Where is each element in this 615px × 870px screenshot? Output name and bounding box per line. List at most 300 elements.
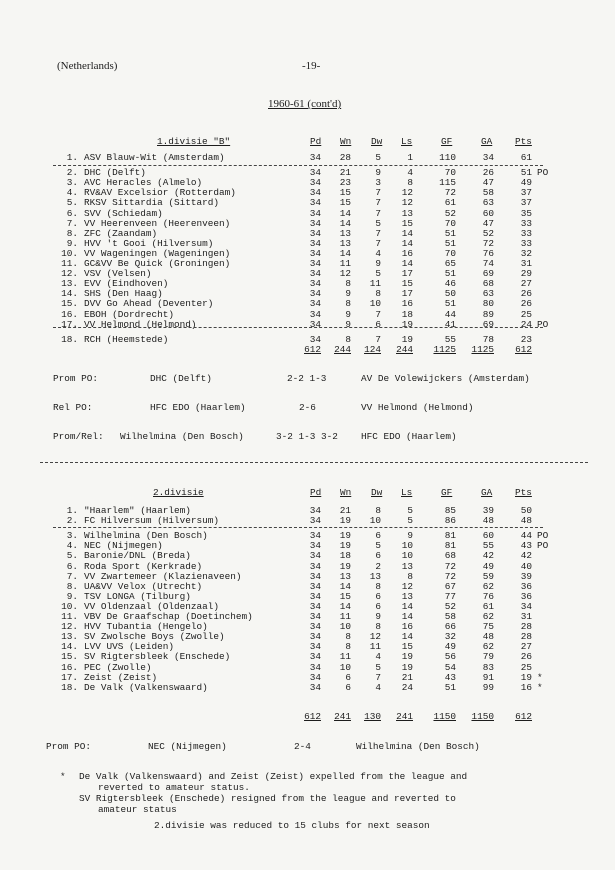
cell-ls: 5: [407, 505, 413, 516]
cell-gf: 77: [444, 590, 456, 602]
cell-dw: 3: [375, 177, 381, 189]
cell-gf: 54: [444, 661, 456, 673]
team-name: VV Wageningen (Wageningen): [84, 247, 231, 259]
cell-ls: 12: [401, 187, 413, 199]
cell-ls: 4: [407, 167, 413, 179]
cell-wn: 14: [339, 247, 351, 259]
cell-pts: 23: [520, 333, 532, 345]
team-name: SV Zwolsche Boys (Zwolle): [84, 631, 225, 643]
position: 18.: [61, 333, 78, 345]
position: 16.: [61, 308, 78, 320]
cell-dw: 11: [369, 641, 381, 653]
cell-pd: 34: [309, 661, 321, 673]
cell-wn: 12: [339, 268, 351, 280]
cell-pts: 44: [520, 530, 532, 542]
cell-ls: 10: [401, 550, 413, 562]
total-pts: 612: [515, 344, 532, 355]
cell-ls: 19: [401, 661, 413, 673]
cell-ls: 16: [401, 247, 413, 259]
position: 9.: [66, 237, 78, 249]
cell-ga: 80: [482, 298, 494, 310]
cell-wn: 19: [339, 560, 351, 572]
rel-po-score: 2-6: [299, 402, 316, 413]
cell-dw: 7: [375, 207, 381, 219]
cell-gf: 70: [444, 167, 456, 179]
cell-ls: 14: [401, 227, 413, 239]
cell-pts: 35: [520, 207, 532, 219]
team-name: VV Zwartemeer (Klazienaveen): [84, 570, 242, 582]
cell-gf: 81: [444, 530, 456, 542]
team-name: RKSV Sittardia (Sittard): [84, 197, 220, 209]
cell-pd: 34: [309, 308, 321, 320]
cell-ls: 10: [401, 540, 413, 552]
position: 17.: [61, 671, 78, 683]
cell-ga: 62: [482, 611, 494, 622]
cell-gf: 52: [444, 207, 456, 219]
column-header-pd: Pd: [310, 136, 322, 147]
cell-pts: 34: [520, 600, 532, 612]
row-note: PO: [537, 167, 549, 179]
team-name: DHC (Delft): [84, 167, 146, 179]
position: 4.: [66, 187, 78, 199]
cell-wn: 8: [345, 278, 351, 290]
cell-pd: 34: [309, 152, 321, 163]
cell-ga: 59: [482, 570, 494, 582]
column-header-ls: Ls: [401, 136, 413, 147]
cell-pts: 28: [520, 631, 532, 643]
cell-ga: 49: [482, 560, 494, 572]
cell-pts: 36: [520, 580, 532, 592]
cell-dw: 9: [375, 611, 381, 622]
cell-gf: 51: [444, 681, 456, 693]
team-name: ZFC (Zaandam): [84, 227, 158, 239]
cell-pts: 43: [520, 540, 532, 552]
cell-ga: 26: [482, 167, 494, 179]
total-pts: 612: [515, 711, 532, 722]
cell-dw: 5: [375, 661, 381, 673]
cell-wn: 14: [339, 600, 351, 612]
footnote-line-1: De Valk (Valkenswaard) and Zeist (Zeist) expelled from the league and: [79, 771, 468, 782]
table-row: [0, 652, 615, 662]
cell-wn: 18: [339, 550, 351, 562]
cell-dw: 11: [369, 278, 381, 290]
position: 7.: [66, 217, 78, 229]
cell-gf: 72: [444, 187, 456, 199]
team-name: VV Helmond (Helmond): [84, 318, 197, 330]
cell-pts: 61: [520, 152, 532, 163]
column-header-gf: GF: [441, 136, 453, 147]
position: 10.: [61, 600, 78, 612]
cell-pd: 34: [309, 333, 321, 345]
cell-wn: 21: [339, 167, 351, 179]
table-title: 2.divisie: [153, 487, 204, 498]
cell-dw: 6: [375, 318, 381, 330]
cell-gf: 32: [444, 631, 456, 643]
cell-gf: 68: [444, 550, 456, 562]
promrel-score: 3-2 1-3 3-2: [276, 431, 338, 442]
cell-pts: 25: [520, 661, 532, 673]
cell-dw: 6: [375, 550, 381, 562]
cell-pts: 37: [520, 197, 532, 209]
cell-gf: 72: [444, 560, 456, 572]
position: 16.: [61, 661, 78, 673]
table-row: [0, 209, 615, 219]
cell-pts: 51: [520, 167, 532, 179]
position: 3.: [66, 177, 78, 189]
team-name: UA&VV Velox (Utrecht): [84, 580, 203, 592]
cell-ga: 52: [482, 227, 494, 239]
cell-ga: 62: [482, 641, 494, 653]
cell-wn: 13: [339, 570, 351, 582]
table-row: [0, 299, 615, 309]
cell-dw: 5: [375, 268, 381, 280]
cell-ga: 76: [482, 247, 494, 259]
table-row: [0, 663, 615, 673]
footnote-line-5: 2.divisie was reduced to 15 clubs for next season: [154, 820, 430, 831]
cell-ls: 14: [401, 600, 413, 612]
position: 8.: [66, 227, 78, 239]
cell-wn: 8: [345, 631, 351, 643]
cell-dw: 6: [375, 600, 381, 612]
cell-wn: 10: [339, 661, 351, 673]
team-name: HVV 't Gooi (Hilversum): [84, 237, 214, 249]
cell-pts: 26: [520, 298, 532, 310]
cell-gf: 58: [444, 611, 456, 622]
cell-pts: 36: [520, 590, 532, 602]
cell-ga: 63: [482, 288, 494, 300]
team-name: PEC (Zwolle): [84, 661, 152, 673]
cell-ls: 8: [407, 570, 413, 582]
cell-ls: 14: [401, 258, 413, 269]
cell-gf: 67: [444, 580, 456, 592]
cell-pts: 33: [520, 237, 532, 249]
cell-gf: 56: [444, 651, 456, 663]
cell-ga: 58: [482, 187, 494, 199]
rel-po-team-b: VV Helmond (Helmond): [361, 402, 474, 413]
position: 14.: [61, 288, 78, 300]
cell-dw: 5: [375, 540, 381, 552]
cell-wn: 9: [345, 288, 351, 300]
cell-pd: 34: [309, 641, 321, 653]
cell-wn: 14: [339, 580, 351, 592]
row-note: PO: [537, 530, 549, 542]
position: 5.: [66, 197, 78, 209]
cell-pts: 25: [520, 308, 532, 320]
cell-dw: 8: [375, 621, 381, 633]
cell-gf: 49: [444, 641, 456, 653]
cell-pd: 34: [309, 167, 321, 179]
cell-ls: 8: [407, 177, 413, 189]
total-pd: 612: [304, 344, 321, 355]
cell-pts: 16: [520, 681, 532, 693]
cell-dw: 12: [369, 631, 381, 643]
cell-ga: 63: [482, 197, 494, 209]
cell-wn: 9: [345, 308, 351, 320]
row-separator: [53, 527, 543, 528]
team-name: Zeist (Zeist): [84, 671, 158, 683]
team-name: FC Hilversum (Hilversum): [84, 515, 220, 527]
rel-po-label: Rel PO:: [53, 402, 93, 413]
cell-wn: 15: [339, 197, 351, 209]
position: 2.: [66, 515, 78, 527]
cell-wn: 15: [339, 187, 351, 199]
cell-pd: 34: [309, 540, 321, 552]
cell-ga: 89: [482, 308, 494, 320]
cell-gf: 86: [444, 515, 456, 527]
cell-ls: 16: [401, 298, 413, 310]
team-name: "Haarlem" (Haarlem): [84, 505, 191, 516]
column-header-ga: GA: [481, 487, 493, 498]
rel-po-team-a: HFC EDO (Haarlem): [150, 402, 246, 413]
cell-ga: 34: [482, 152, 494, 163]
cell-pts: 26: [520, 288, 532, 300]
cell-wn: 19: [339, 530, 351, 542]
cell-pts: 32: [520, 247, 532, 259]
cell-ls: 14: [401, 237, 413, 249]
cell-dw: 10: [369, 515, 381, 527]
team-name: NEC (Nijmegen): [84, 540, 163, 552]
cell-gf: 44: [444, 308, 456, 320]
cell-gf: 43: [444, 671, 456, 683]
totals-row: [0, 712, 615, 722]
team-name: SV Rigtersbleek (Enschede): [84, 651, 231, 663]
cell-wn: 11: [339, 258, 351, 269]
cell-dw: 7: [375, 227, 381, 239]
cell-ls: 12: [401, 580, 413, 592]
team-name: VV Oldenzaal (Oldenzaal): [84, 600, 220, 612]
cell-ls: 14: [401, 631, 413, 643]
team-name: DVV Go Ahead (Deventer): [84, 298, 214, 310]
position: 13.: [61, 278, 78, 290]
cell-dw: 7: [375, 187, 381, 199]
cell-pts: 42: [520, 550, 532, 562]
position: 12.: [61, 268, 78, 280]
total-ga: 1125: [471, 344, 494, 355]
cell-pd: 34: [309, 278, 321, 290]
team-name: VV Heerenveen (Heerenveen): [84, 217, 231, 229]
cell-wn: 8: [345, 641, 351, 653]
cell-dw: 7: [375, 671, 381, 683]
cell-pts: 33: [520, 227, 532, 239]
total-gf: 1150: [433, 711, 456, 722]
row-separator: [53, 327, 543, 328]
cell-pd: 34: [309, 631, 321, 643]
cell-gf: 70: [444, 217, 456, 229]
team-name: AVC Heracles (Almelo): [84, 177, 203, 189]
cell-dw: 7: [375, 197, 381, 209]
promrel-team-b: HFC EDO (Haarlem): [361, 431, 457, 442]
cell-pts: 26: [520, 651, 532, 663]
total-dw: 130: [364, 711, 381, 722]
cell-pd: 34: [309, 600, 321, 612]
cell-dw: 4: [375, 247, 381, 259]
prom-po-2-team-a: NEC (Nijmegen): [148, 741, 227, 752]
row-note: PO: [537, 540, 549, 552]
cell-ls: 1: [407, 152, 413, 163]
cell-ga: 42: [482, 550, 494, 562]
cell-dw: 8: [375, 505, 381, 516]
position: 1.: [66, 505, 78, 516]
position: 8.: [66, 580, 78, 592]
cell-ls: 17: [401, 288, 413, 300]
team-name: Baronie/DNL (Breda): [84, 550, 191, 562]
cell-wn: 8: [345, 298, 351, 310]
cell-wn: 9: [345, 318, 351, 330]
cell-pd: 34: [309, 611, 321, 622]
cell-dw: 9: [375, 258, 381, 269]
cell-ga: 79: [482, 651, 494, 663]
cell-ls: 24: [401, 681, 413, 693]
cell-wn: 19: [339, 540, 351, 552]
cell-dw: 13: [369, 570, 381, 582]
cell-wn: 23: [339, 177, 351, 189]
cell-ls: 13: [401, 207, 413, 219]
footnote-line-2: reverted to amateur status.: [98, 782, 250, 793]
team-name: RCH (Heemstede): [84, 333, 169, 345]
cell-pts: 24: [520, 318, 532, 330]
column-header-pts: Pts: [515, 487, 532, 498]
cell-wn: 14: [339, 217, 351, 229]
cell-wn: 15: [339, 590, 351, 602]
cell-pd: 34: [309, 515, 321, 527]
cell-ga: 76: [482, 590, 494, 602]
cell-pd: 34: [309, 187, 321, 199]
cell-wn: 11: [339, 611, 351, 622]
cell-ls: 13: [401, 590, 413, 602]
cell-wn: 8: [345, 333, 351, 345]
cell-pd: 34: [309, 237, 321, 249]
cell-ga: 72: [482, 237, 494, 249]
team-name: SHS (Den Haag): [84, 288, 163, 300]
total-ga: 1150: [471, 711, 494, 722]
cell-ga: 60: [482, 207, 494, 219]
cell-gf: 41: [444, 318, 456, 330]
cell-pd: 34: [309, 590, 321, 602]
prom-po-label: Prom PO:: [53, 373, 99, 384]
team-name: HVV Tubantia (Hengelo): [84, 621, 208, 633]
position: 15.: [61, 651, 78, 663]
cell-ls: 12: [401, 197, 413, 209]
cell-wn: 10: [339, 621, 351, 633]
cell-pts: 33: [520, 217, 532, 229]
table-row: [0, 551, 615, 561]
country-label: (Netherlands): [57, 60, 118, 72]
position: 9.: [66, 590, 78, 602]
season-heading: 1960-61 (cont'd): [268, 98, 342, 110]
cell-ls: 13: [401, 560, 413, 572]
prom-po-team-a: DHC (Delft): [150, 373, 212, 384]
team-name: Wilhelmina (Den Bosch): [84, 530, 208, 542]
cell-ls: 15: [401, 641, 413, 653]
cell-gf: 51: [444, 268, 456, 280]
cell-ls: 15: [401, 278, 413, 290]
row-separator: [53, 165, 543, 166]
cell-dw: 2: [375, 560, 381, 572]
cell-ga: 69: [482, 318, 494, 330]
cell-wn: 11: [339, 651, 351, 663]
cell-dw: 6: [375, 590, 381, 602]
column-header-dw: Dw: [371, 487, 383, 498]
cell-wn: 6: [345, 681, 351, 693]
team-name: Roda Sport (Kerkrade): [84, 560, 203, 572]
cell-dw: 4: [375, 681, 381, 693]
prom-po-score: 2-2 1-3: [287, 373, 327, 384]
cell-ls: 21: [401, 671, 413, 683]
cell-pd: 34: [309, 570, 321, 582]
cell-pd: 34: [309, 288, 321, 300]
total-ls: 244: [396, 344, 413, 355]
cell-pd: 34: [309, 621, 321, 633]
cell-ga: 62: [482, 580, 494, 592]
cell-gf: 72: [444, 570, 456, 582]
promrel-team-a: Wilhelmina (Den Bosch): [120, 431, 244, 442]
table-row: [0, 198, 615, 208]
cell-gf: 51: [444, 227, 456, 239]
position: 14.: [61, 641, 78, 653]
cell-wn: 13: [339, 227, 351, 239]
cell-ls: 18: [401, 308, 413, 320]
table-row: [0, 320, 615, 330]
prom-po-2-team-b: Wilhelmina (Den Bosch): [356, 741, 480, 752]
cell-pts: 48: [520, 515, 532, 527]
total-pd: 612: [304, 711, 321, 722]
cell-pts: 27: [520, 278, 532, 290]
cell-dw: 8: [375, 580, 381, 592]
position: 4.: [66, 540, 78, 552]
cell-pd: 34: [309, 681, 321, 693]
team-name: RV&AV Excelsior (Rotterdam): [84, 187, 236, 199]
cell-gf: 50: [444, 288, 456, 300]
row-note: *: [537, 681, 543, 693]
total-gf: 1125: [433, 344, 456, 355]
cell-ls: 17: [401, 268, 413, 280]
promrel-label: Prom/Rel:: [53, 431, 104, 442]
column-header-pd: Pd: [310, 487, 322, 498]
prom-po-2-score: 2-4: [294, 741, 311, 752]
prom-po-2-label: Prom PO:: [46, 741, 92, 752]
cell-pd: 34: [309, 177, 321, 189]
cell-ls: 19: [401, 318, 413, 330]
column-header-ls: Ls: [401, 487, 413, 498]
cell-wn: 6: [345, 671, 351, 683]
cell-ga: 78: [482, 333, 494, 345]
team-name: GC&VV Be Quick (Groningen): [84, 258, 231, 269]
footnote-line-3: SV Rigtersbleek (Enschede) resigned from the league and reverted to: [79, 793, 456, 804]
cell-gf: 115: [439, 177, 456, 189]
cell-ga: 39: [482, 505, 494, 516]
cell-pts: 19: [520, 671, 532, 683]
cell-pd: 34: [309, 580, 321, 592]
cell-dw: 7: [375, 237, 381, 249]
cell-pd: 34: [309, 530, 321, 542]
cell-dw: 9: [375, 167, 381, 179]
team-name: De Valk (Valkenswaard): [84, 681, 208, 693]
position: 11.: [61, 258, 78, 269]
position: 1.: [66, 152, 78, 163]
cell-pts: 31: [520, 611, 532, 622]
team-name: EVV (Eindhoven): [84, 278, 169, 290]
cell-pd: 34: [309, 258, 321, 269]
cell-ga: 48: [482, 631, 494, 643]
cell-pts: 49: [520, 177, 532, 189]
total-ls: 241: [396, 711, 413, 722]
column-header-wn: Wn: [340, 487, 352, 498]
cell-wn: 19: [339, 515, 351, 527]
cell-dw: 7: [375, 333, 381, 345]
cell-pd: 34: [309, 651, 321, 663]
table-row: [0, 153, 615, 163]
team-name: SVV (Schiedam): [84, 207, 163, 219]
